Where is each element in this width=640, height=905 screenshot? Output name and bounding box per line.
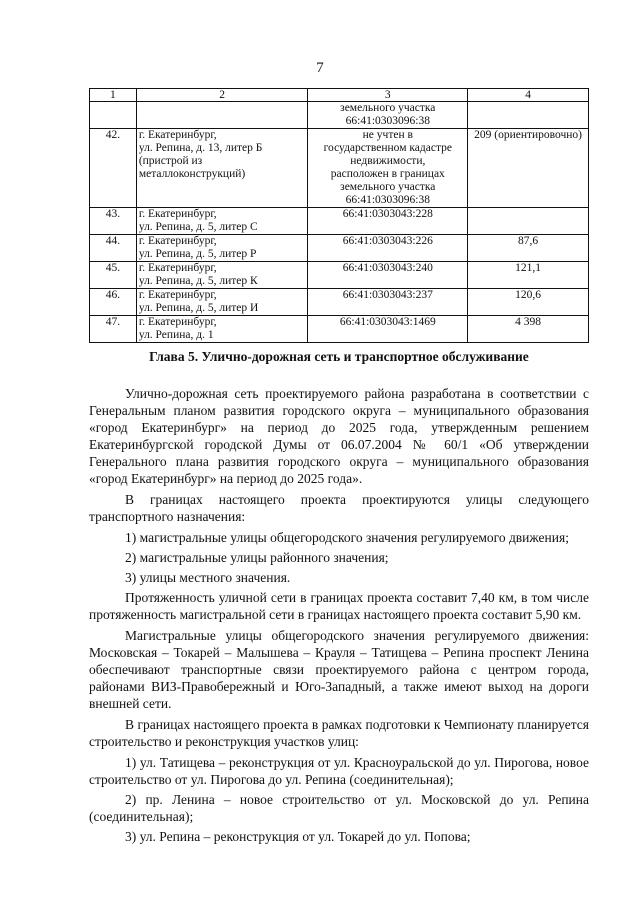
table-row [90,235,589,262]
chapter-title: Глава 5. Улично-дорожная сеть и транспортное обслуживание [149,349,529,364]
row-number: 46. [90,289,137,316]
row-number: 42. [90,129,137,208]
cadastre-cell: 66:41:0303043:226 [308,235,468,262]
address-cell: г. Екатеринбург, ул. Репина, д. 5, литер С [136,208,308,235]
paragraph: В границах настоящего проекта проектируются улицы следующего транспортного назначения: [89,492,589,524]
chapter-body [89,385,589,848]
paragraph: Магистральные улицы общегородского значения регулируемого движения: Московская – Токарей – Малышева – Крауля – Татищева – Репина проспект Ленина обеспечивают транспортные связи проектируемого района с центром города, районами ВИЗ-Правобережный и Юго-Западный, а также имеют выход на дороги внешней сети. [89,628,589,711]
area-cell: 87,6 [468,235,589,262]
list-item: 2) магистральные улицы районного значения; [125,550,389,565]
cadastre-cell: земельного участка 66:41:0303096:38 [308,102,468,129]
row-number: 45. [90,262,137,289]
table-row [90,289,589,316]
column-header: 1 [90,89,137,102]
address-cell: г. Екатеринбург, ул. Репина, д. 5, литер И [136,289,308,316]
table-row [90,316,589,343]
list-item: 1) магистральные улицы общегородского значения регулируемого движения; [125,530,569,545]
address-cell: г. Екатеринбург, ул. Репина, д. 5, литер Р [136,235,308,262]
column-header: 2 [136,89,308,102]
row-number: 44. [90,235,137,262]
row-number: 43. [90,208,137,235]
area-cell [468,208,589,235]
cadastre-cell: не учтен в государственном кадастре недвижимости, расположен в границах земельного участка 66:41:0303096:38 [308,129,468,208]
area-cell: 121,1 [468,262,589,289]
column-header: 4 [468,89,589,102]
column-header: 3 [308,89,468,102]
area-cell: 120,6 [468,289,589,316]
table-row [90,208,589,235]
list-item: 3) улицы местного значения. [125,570,291,585]
list-item: 3) ул. Репина – реконструкция от ул. Токарей до ул. Попова; [125,829,471,844]
paragraph: В границах настоящего проекта в рамках подготовки к Чемпионату планируется строительство и реконструкция участков улиц: [89,717,589,749]
cadastre-cell: 66:41:0303043:228 [308,208,468,235]
row-number: 47. [90,316,137,343]
paragraph: Протяженность уличной сети в границах проекта составит 7,40 км, в том числе протяженность магистральной сети в границах настоящего проекта составит 5,90 км. [89,590,589,622]
page-number: 7 [316,60,324,76]
area-cell: 4 398 [468,316,589,343]
cadastre-cell: 66:41:0303043:240 [308,262,468,289]
objects-table [89,88,589,343]
area-cell: 209 (ориентировочно) [468,129,589,208]
cadastre-cell: 66:41:0303043:237 [308,289,468,316]
table-row [90,129,589,208]
table-row [90,262,589,289]
list-item: 1) ул. Татищева – реконструкция от ул. Красноуральской до ул. Пирогова, новое строительство от ул. Пирогова до ул. Репина (соединительная); [89,755,589,787]
cadastre-cell: 66:41:0303043:1469 [308,316,468,343]
list-item: 2) пр. Ленина – новое строительство от ул. Московской до ул. Репина (соединительная); [89,792,589,824]
table-header-row [90,89,589,102]
address-cell: г. Екатеринбург, ул. Репина, д. 5, литер К [136,262,308,289]
address-cell: г. Екатеринбург, ул. Репина, д. 13, литер Б (пристрой из металлоконструкций) [136,129,308,208]
table-row-continuation [90,102,589,129]
address-cell: г. Екатеринбург, ул. Репина, д. 1 [136,316,308,343]
paragraph: Улично-дорожная сеть проектируемого района разработана в соответствии с Генеральным планом развития городского округа – муниципального образования «город Екатеринбург» на период до 2025 года, утвержденным решением Екатеринбургской городской Думы от 06.07.2004 № 60/1 «Об утверждении Генерального плана развития городского округа – муниципального образования «город Екатеринбург» на период до 2025 года». [89,386,589,486]
